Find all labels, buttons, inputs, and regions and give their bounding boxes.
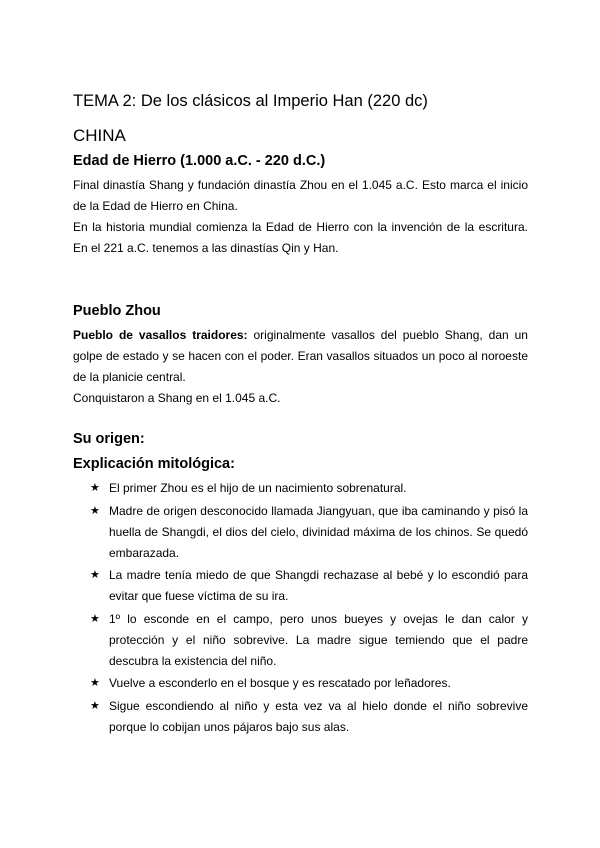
paragraph-edad-2: En la historia mundial comienza la Edad de Hierro con la invención de la escritura. En el 221 a.C. tenemos a las dinastías Qin y Han. [73, 220, 528, 255]
paragraph-edad-de-hierro [73, 175, 528, 259]
star-bullet-icon: ★ [90, 612, 100, 625]
paragraph-pueblo-zhou [73, 325, 528, 409]
star-bullet-icon: ★ [90, 482, 100, 494]
list-item-text: El primer Zhou es el hijo de un nacimiento sobrenatural. [109, 481, 407, 495]
paragraph-zhou-1-text: originalmente vasallos del pueblo Shang, dan un golpe de estado y se hacen con el poder. Eran vasallos situados un poco al noroeste de la planicie central. [73, 328, 528, 384]
lead-term: Pueblo de vasallos traidores: [73, 328, 248, 342]
list-item-text: Madre de origen desconocido llamada Jiangyuan, que iba caminando y pisó la huella de Shangdi, el dios del cielo, divinidad máxima de los chinos. Se quedó embarazada. [109, 503, 528, 560]
heading-su-origen: Su origen: [73, 431, 145, 447]
list-item [90, 673, 528, 694]
paragraph-zhou-2: Conquistaron a Shang en el 1.045 a.C. [73, 391, 281, 405]
heading-pueblo-zhou: Pueblo Zhou [73, 303, 161, 319]
list-item [90, 501, 528, 564]
list-item [90, 696, 528, 738]
star-bullet-icon: ★ [90, 504, 100, 517]
star-bullet-icon: ★ [90, 677, 100, 689]
page-title: TEMA 2: De los clásicos al Imperio Han (220 dc) [73, 92, 428, 110]
list-item-text: 1º lo esconde en el campo, pero unos bueyes y ovejas le dan calor y protección y el niño sobrevive. La madre sigue temiendo que el padre descubra la existencia del niño. [109, 611, 528, 668]
list-item-text: La madre tenía miedo de que Shangdi rechazase al bebé y lo escondió para evitar que fuese víctima de su ira. [109, 568, 528, 603]
heading-edad-de-hierro: Edad de Hierro (1.000 a.C. - 220 d.C.) [73, 153, 326, 169]
star-bullet-icon: ★ [90, 699, 100, 712]
paragraph-edad-1: Final dinastía Shang y fundación dinastía Zhou en el 1.045 a.C. Esto marca el inicio de la Edad de Hierro en China. [73, 178, 528, 213]
list-item-text: Sigue escondiendo al niño y esta vez va al hielo donde el niño sobrevive porque lo cobijan unos pájaros bajo sus alas. [109, 698, 528, 734]
list-item-text: Vuelve a esconderlo en el bosque y es rescatado por leñadores. [109, 676, 451, 690]
origin-list [90, 478, 528, 739]
list-item [90, 609, 528, 672]
heading-explicacion-mitologica: Explicación mitológica: [73, 456, 235, 472]
paragraph-zhou-1 [73, 325, 528, 388]
list-item [90, 478, 528, 499]
section-heading-china: CHINA [73, 126, 126, 145]
list-item [90, 565, 528, 607]
star-bullet-icon: ★ [90, 569, 100, 581]
